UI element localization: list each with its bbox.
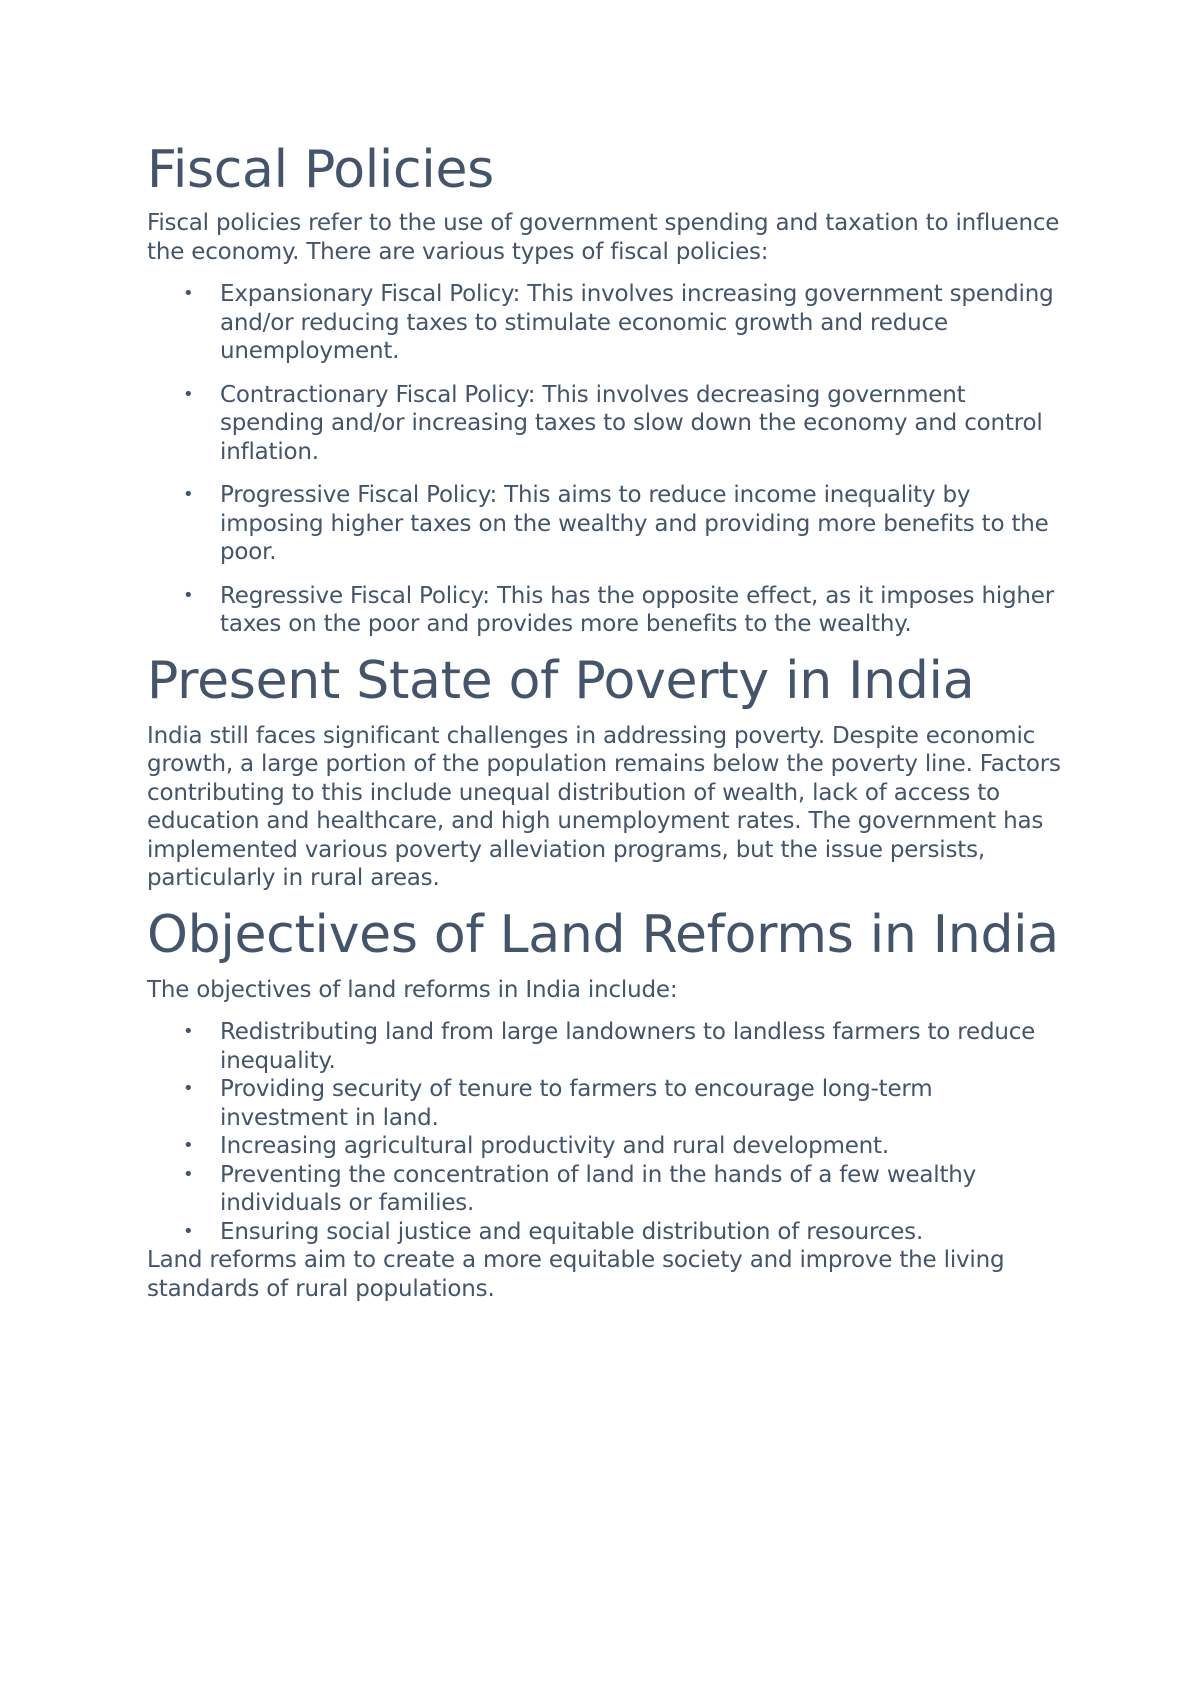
bullet-icon: • xyxy=(183,584,194,606)
list-item xyxy=(147,1018,1067,1075)
document-page xyxy=(147,140,1067,1303)
list-item xyxy=(147,1218,1067,1247)
heading-land-reforms: Objectives of Land Reforms in India xyxy=(147,904,1059,965)
list-item xyxy=(147,280,1067,366)
poverty-paragraph: India still faces significant challenges in addressing poverty. Despite economic growth, a large portion of the population remains below the poverty line. Factors contributing to this include unequal distribution of wealth, lack of access to education and healthcare, and high unemployment rates. The government has implemented various poverty alleviation programs, but the issue persists, particularly in rural areas. xyxy=(147,722,1061,891)
list-item-text: Redistributing land from large landowners to landless farmers to reduce inequality. xyxy=(220,1019,1036,1074)
bullet-icon: • xyxy=(183,1135,194,1156)
bullet-icon: • xyxy=(183,484,194,505)
heading-fiscal-policies: Fiscal Policies xyxy=(147,140,494,200)
land-conclusion-paragraph: Land reforms aim to create a more equitable society and improve the living standards of rural populations. xyxy=(147,1247,1005,1302)
heading-poverty-india: Present State of Poverty in India xyxy=(147,650,975,711)
list-item xyxy=(147,582,1067,639)
list-item-text: Ensuring social justice and equitable distribution of resources. xyxy=(220,1218,924,1245)
bullet-icon: • xyxy=(183,383,194,405)
bullet-icon: • xyxy=(183,1163,194,1185)
list-item-text: Providing security of tenure to farmers to encourage long-term investment in land. xyxy=(220,1076,933,1131)
list-item-text: Expansionary Fiscal Policy: This involves increasing government spending and/or reducing taxes to stimulate economic growth and reduce unemployment. xyxy=(220,281,1054,364)
list-item xyxy=(147,1075,1067,1132)
list-item-text: Increasing agricultural productivity and rural development. xyxy=(220,1133,889,1159)
list-item-text: Contractionary Fiscal Policy: This involves decreasing government spending and/or increasing taxes to slow down the economy and control inflation. xyxy=(220,381,1043,465)
fiscal-policy-list xyxy=(147,280,1067,639)
list-item xyxy=(147,1161,1067,1218)
fiscal-intro-paragraph: Fiscal policies refer to the use of government spending and taxation to influence the economy. There are various types of fiscal policies: xyxy=(147,210,1060,265)
land-intro-paragraph: The objectives of land reforms in India include: xyxy=(147,976,678,1003)
list-item xyxy=(147,1132,1067,1161)
bullet-icon: • xyxy=(183,283,194,304)
bullet-icon: • xyxy=(183,1021,194,1042)
list-item-text: Preventing the concentration of land in the hands of a few wealthy individuals or families. xyxy=(220,1161,977,1216)
bullet-icon: • xyxy=(183,1220,194,1242)
list-item xyxy=(147,481,1067,567)
list-item-text: Regressive Fiscal Policy: This has the opposite effect, as it imposes higher taxes on the poor and provides more benefits to the wealthy. xyxy=(220,582,1055,637)
land-objectives-list xyxy=(147,1018,1067,1246)
list-item-text: Progressive Fiscal Policy: This aims to reduce income inequality by imposing higher taxes on the wealthy and providing more benefits to the poor. xyxy=(220,482,1049,565)
list-item xyxy=(147,381,1067,467)
bullet-icon: • xyxy=(183,1078,194,1099)
